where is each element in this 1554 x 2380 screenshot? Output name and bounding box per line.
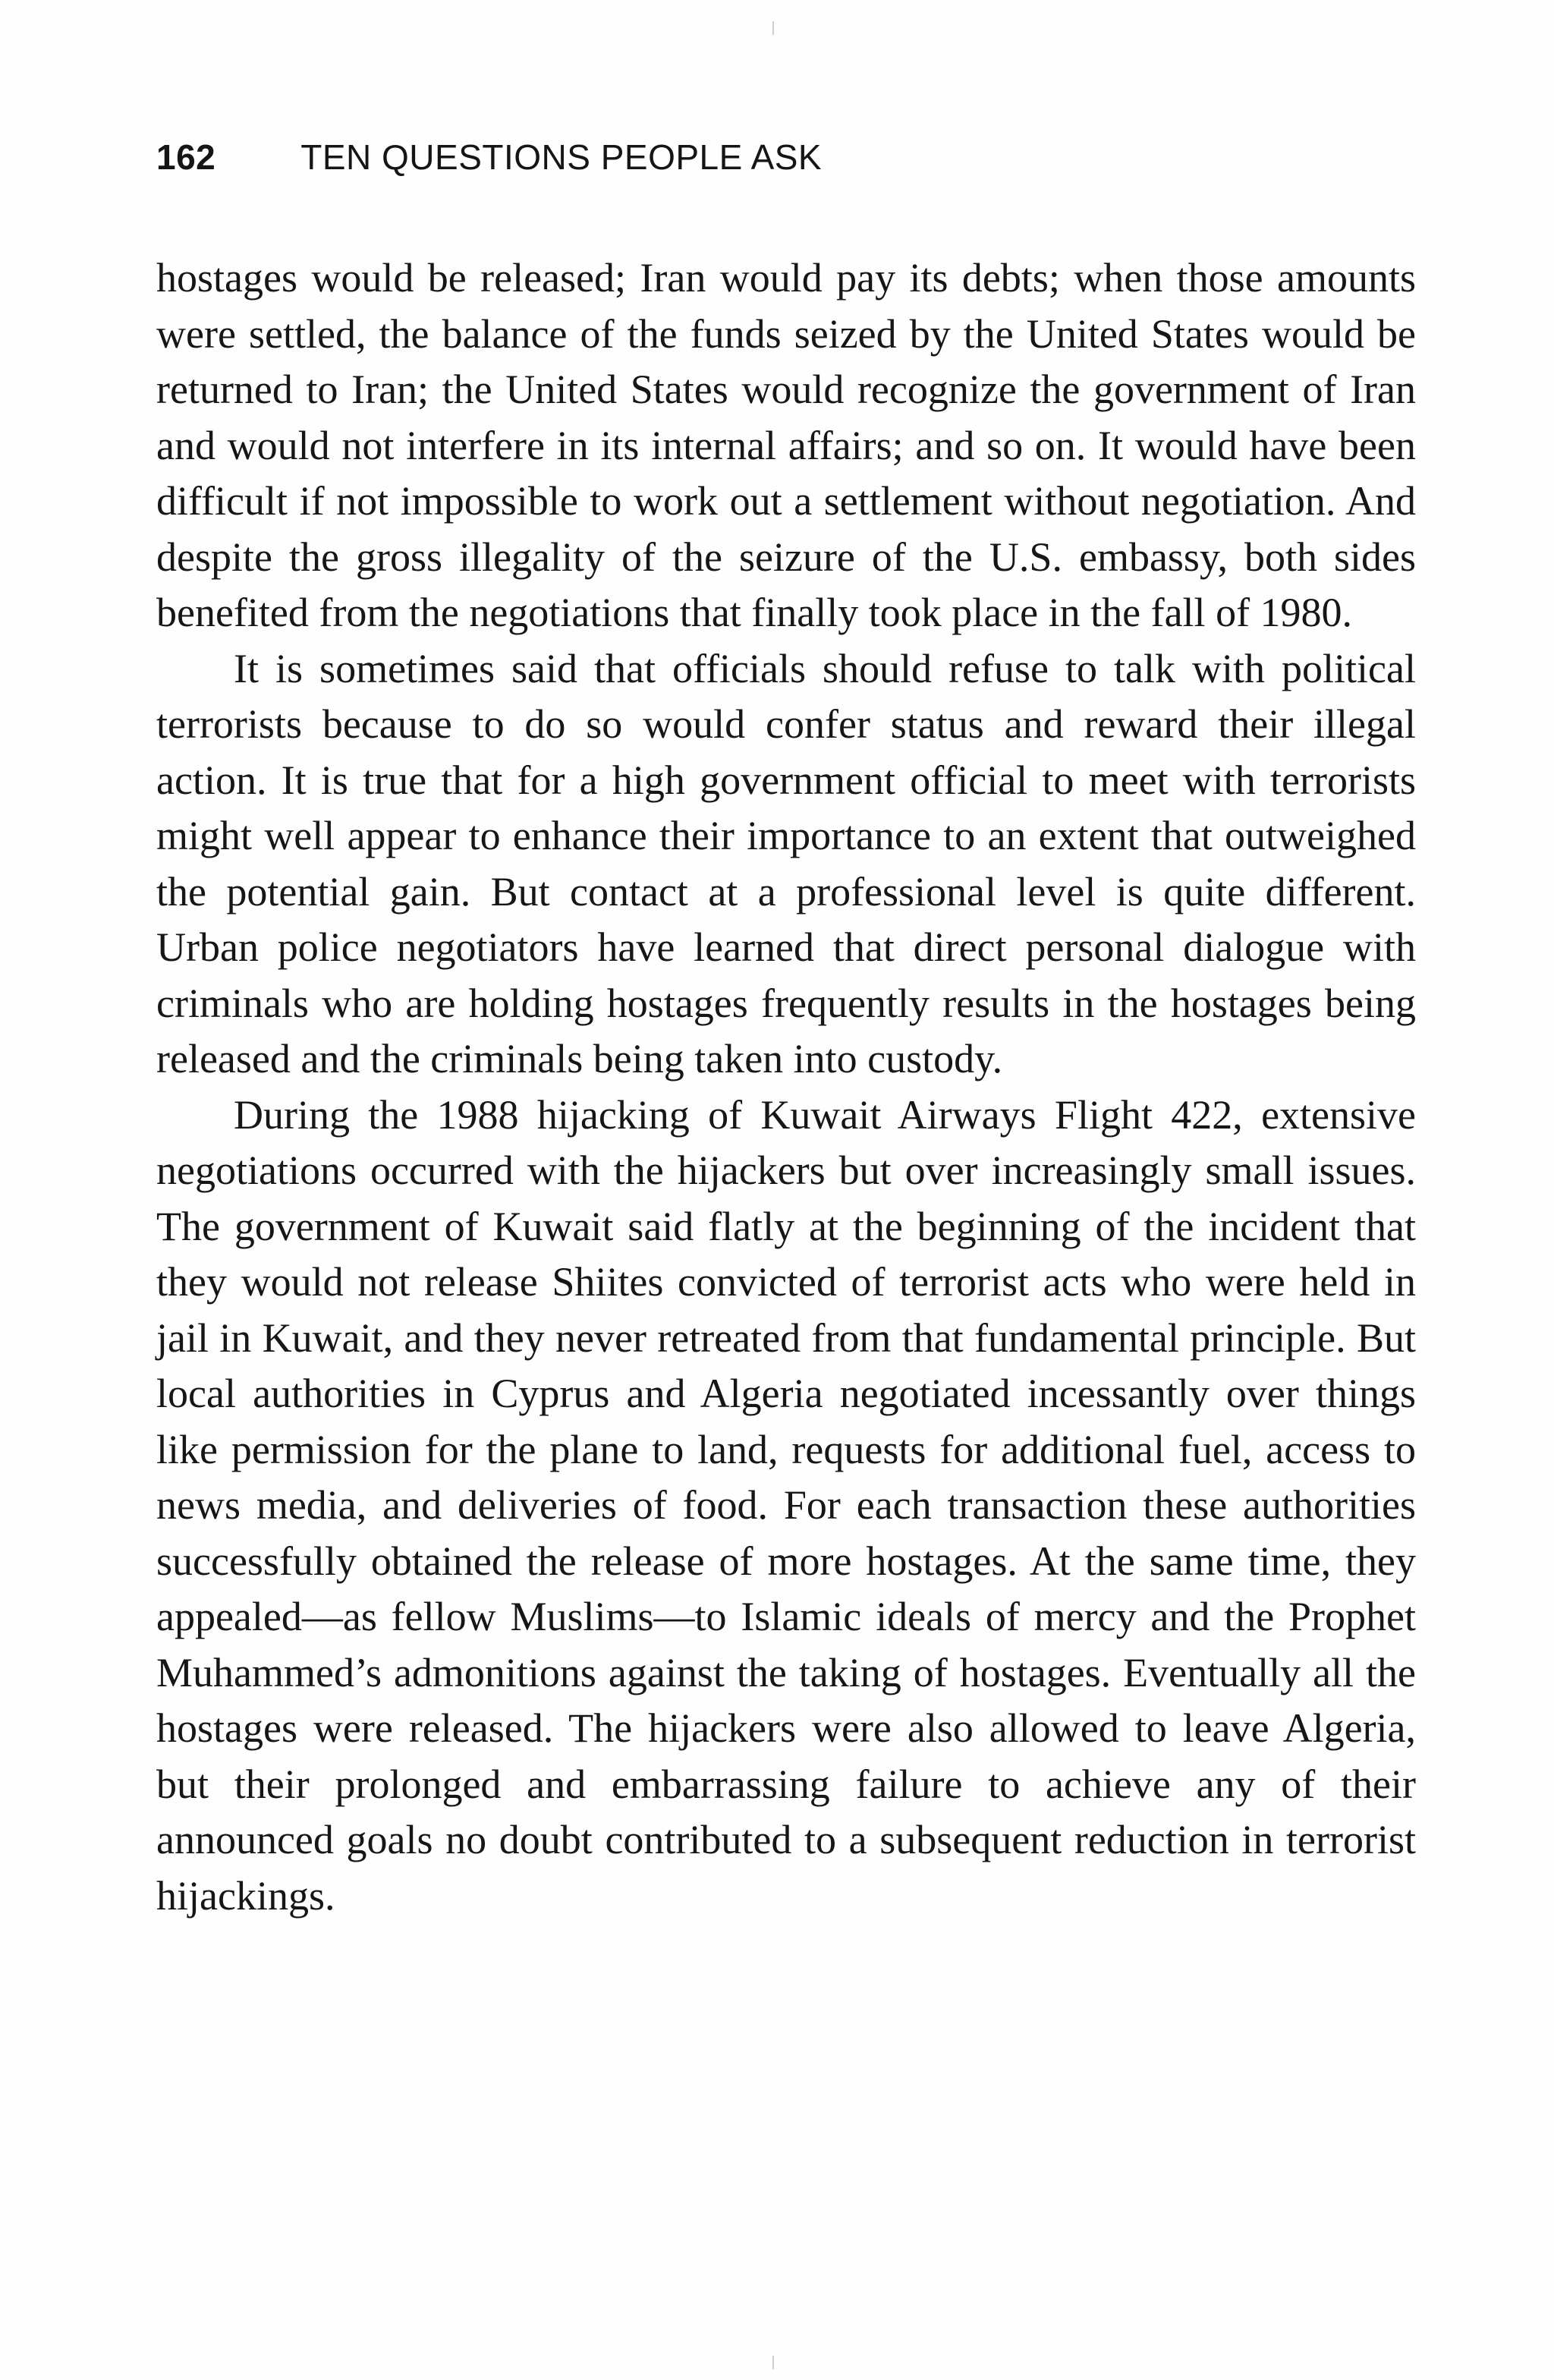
page-number: 162: [156, 137, 216, 177]
running-head-title: TEN QUESTIONS PEOPLE ASK: [300, 137, 823, 177]
paragraph-2: It is sometimes said that officials should refuse to talk with political terrorists because to do so would confer status and reward their illegal action. It is true that for a high government official to meet with terrorists might well appear to enhance their importance to an extent that outweighed the potential gain. But contact at a professional level is quite different. Urban police negotiators have learned that direct personal dialogue with criminals who are holding hostages frequently results in the hostages being released and the criminals being taken into custody.: [156, 645, 1416, 1081]
paragraph-3: During the 1988 hijacking of Kuwait Airways Flight 422, extensive negotiations occurred with the hijackers but over increasingly small issues. The government of Kuwait said flatly at the beginning of the incident that they would not release Shiites convicted of terrorist acts who were held in jail in Kuwait, and they never retreated from that fundamental principle. But local authorities in Cyprus and Algeria negotiated incessantly over things like permission for the plane to land, requests for additional fuel, access to news media, and deliveries of food. For each transaction these authorities successfully obtained the release of more hostages. At the same time, they appealed—as fellow Muslims—to Islamic ideals of mercy and the Prophet Muhammed’s admonitions against the taking of hostages. Eventually all the hostages were released. The hijackers were also allowed to leave Algeria, but their prolonged and embarrassing failure to achieve any of their announced goals no doubt contributed to a subsequent reduction in terrorist hijackings.: [156, 1091, 1416, 1919]
top-scan-mark: [772, 21, 774, 35]
body-text: [156, 250, 1416, 1924]
paragraph-1: hostages would be released; Iran would pay its debts; when those amounts were settled, the balance of the funds seized by the United States would be returned to Iran; the United States would recognize the government of Iran and would not interfere in its internal affairs; and so on. It would have been difficult if not impossible to work out a settlement without negotiation. And despite the gross illegality of the seizure of the U.S. embassy, both sides benefited from the negotiations that finally took place in the fall of 1980.: [156, 255, 1416, 635]
running-head: [156, 137, 1416, 197]
bottom-scan-mark: [772, 2356, 774, 2369]
